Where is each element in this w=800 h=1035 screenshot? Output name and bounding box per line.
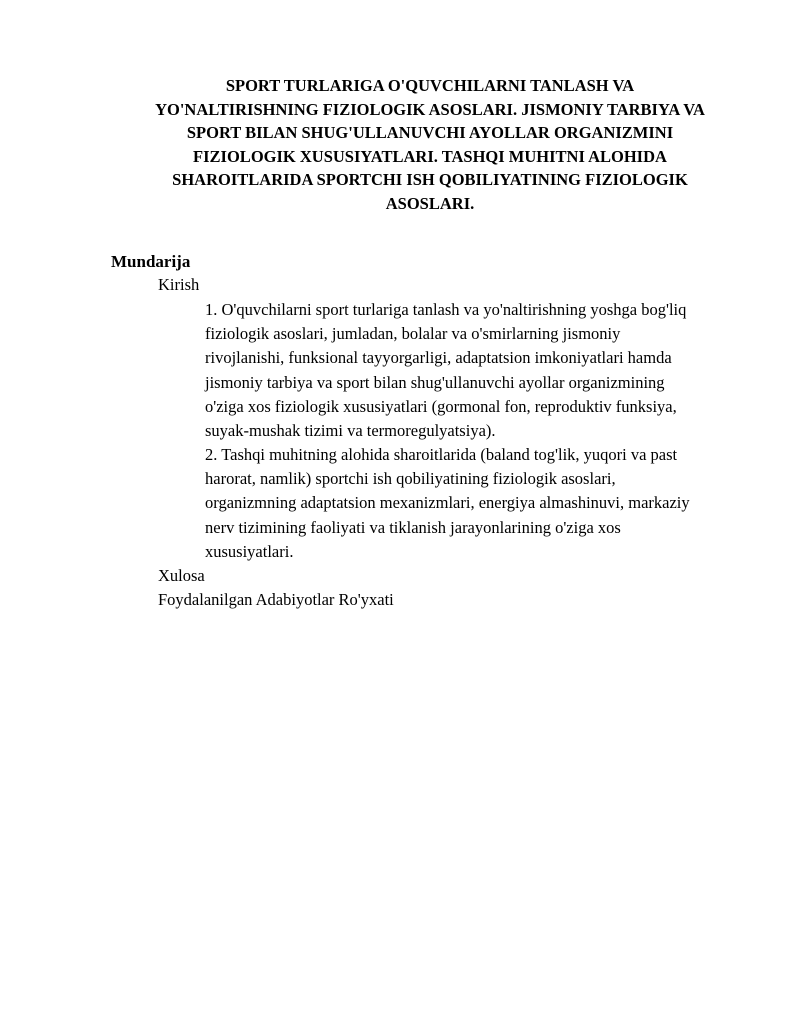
title-line: SPORT BILAN SHUG'ULLANUVCHI AYOLLAR ORGANIZMINI <box>186 123 674 143</box>
toc-item-line: suyak-mushak tizimi va termoregulyatsiya). <box>205 421 496 441</box>
toc-heading: Mundarija <box>111 252 191 271</box>
toc-item-references: Foydalanilgan Adabiyotlar Ro'yxati <box>158 590 394 609</box>
toc-item-section-2 <box>205 443 765 564</box>
toc-item-line: jismoniy tarbiya va sport bilan shug'ullanuvchi ayollar organizmining <box>205 372 665 392</box>
title-line: YO'NALTIRISHNING FIZIOLOGIK ASOSLARI. JISMONIY TARBIYA VA <box>155 99 705 119</box>
document-title <box>110 74 750 216</box>
toc-item-line: rivojlanishi, funksional tayyorgarligi, adaptatsion imkoniyatlari hamda <box>205 348 672 368</box>
title-line: SPORT TURLARIGA O'QUVCHILARNI TANLASH VA <box>225 76 635 95</box>
toc-item-intro: Kirish <box>158 275 200 294</box>
toc-item-line: nerv tizimining faoliyati va tiklanish jarayonlarining o'ziga xos <box>205 517 621 537</box>
toc-item-conclusion: Xulosa <box>158 566 205 585</box>
toc-item-line: fiziologik asoslari, jumladan, bolalar va o'smirlarning jismoniy <box>205 324 621 344</box>
toc-item-line: organizmning adaptatsion mexanizmlari, energiya almashinuvi, markaziy <box>205 493 690 513</box>
toc-item-section-1 <box>205 298 765 443</box>
toc-item-line: 1. O'quvchilarni sport turlariga tanlash va yo'naltirishning yoshga bog'liq <box>205 300 687 319</box>
toc-item-line: harorat, namlik) sportchi ish qobiliyatining fiziologik asoslari, <box>205 469 616 489</box>
toc-item-line: xususiyatlari. <box>205 541 294 561</box>
title-line: FIZIOLOGIK XUSUSIYATLARI. TASHQI MUHITNI ALOHIDA <box>193 146 667 166</box>
title-line: ASOSLARI. <box>385 193 475 213</box>
toc-item-line: 2. Tashqi muhitning alohida sharoitlarida (baland tog'lik, yuqori va past <box>205 445 678 464</box>
title-line: SHAROITLARIDA SPORTCHI ISH QOBILIYATINING FIZIOLOGIK <box>172 170 688 190</box>
toc-item-line: o'ziga xos fiziologik xususiyatlari (gormonal fon, reproduktiv funksiya, <box>205 396 677 416</box>
